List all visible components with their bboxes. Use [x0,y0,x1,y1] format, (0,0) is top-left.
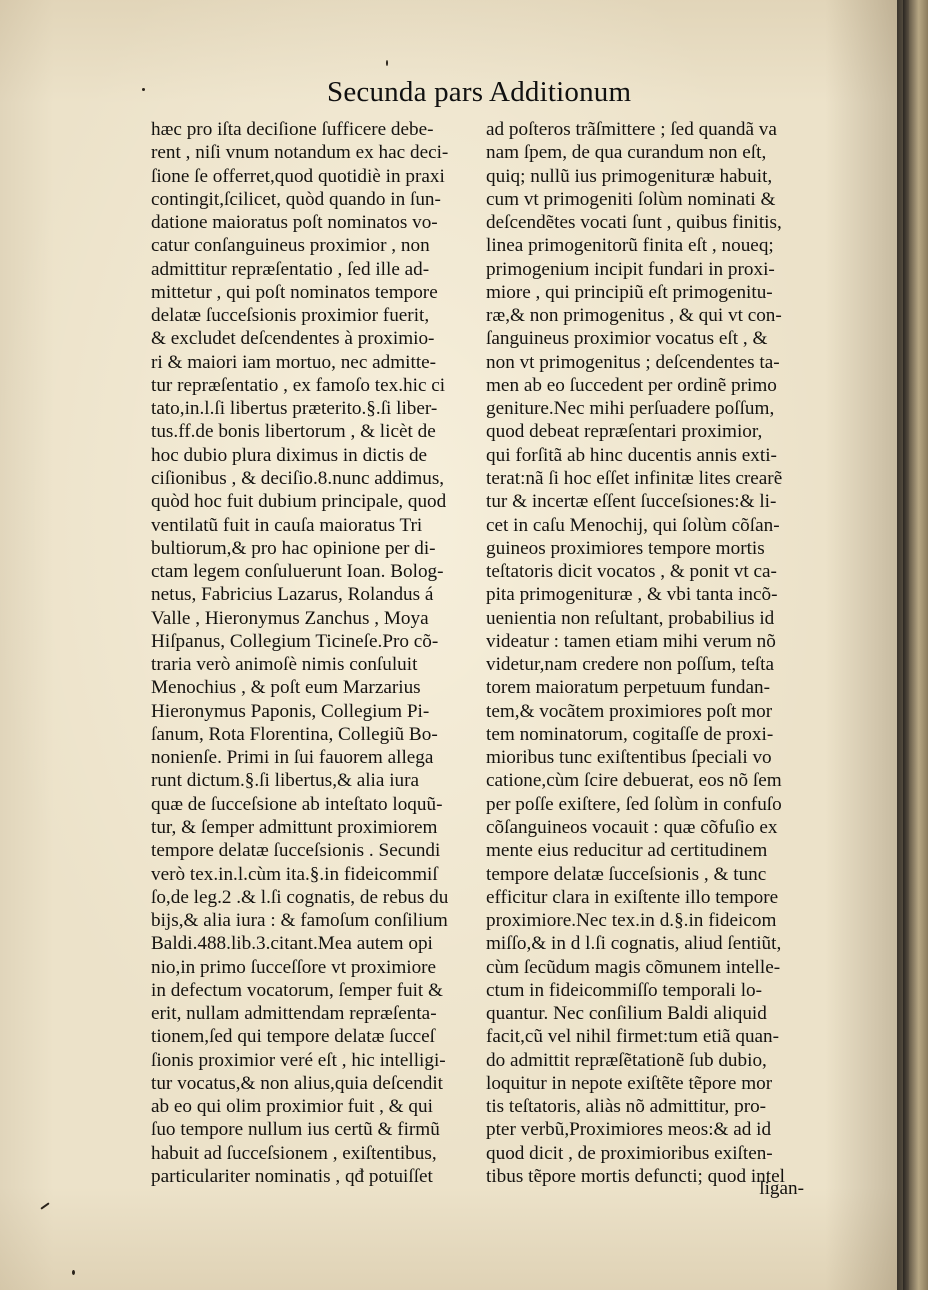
text-line: miore , qui principiũ eſt primogenitu- [486,281,773,303]
text-line: facit,cũ vel nihil firmet:tum etiã quan- [486,1026,780,1048]
text-line: ventilatũ fuit in cauſa maioratus Tri [151,514,423,536]
text-line: non vt primogenitus ; deſcendentes ta- [486,351,780,373]
text-line: ſuo tempore nullum ius certũ & firmũ [151,1119,440,1141]
text-line: ad poſteros trãſmittere ; ſed quandã va [486,119,777,140]
text-line: videtur,nam credere non poſſum, teſta [486,654,775,676]
ink-speck [386,60,388,66]
text-line: geniture.Nec mihi perſuadere poſſum, [486,398,775,420]
text-line: bultiorum,& pro hac opinione per di- [151,537,436,559]
text-line: ſione ſe offerret,quod quotidiè in praxi [151,165,445,187]
text-line: uenientia non reſultant, probabilius id [486,607,775,629]
text-line: ſanum, Rota Florentina, Collegiũ Bo- [151,723,438,745]
text-line: qui forſitã ab hinc ducentis annis exti- [486,444,777,466]
text-line: pter verbũ,Proximiores meos:& ad id [486,1119,772,1141]
text-line: catur conſanguineus proximior , non [151,235,430,257]
text-line: nonienſe. Primi in ſui fauorem allega [151,747,434,769]
text-line: quod dicit , de proximioribus exiſten- [486,1142,773,1164]
text-line: teſtatoris dicit vocatos , & ponit vt ca- [486,561,777,583]
text-line: loquitur in nepote exiſtẽte tẽpore mor [486,1072,773,1094]
right-text-column [486,118,804,1188]
text-line: habuit ad ſucceſsionem , exiſtentibus, [151,1142,437,1164]
text-line: tur vocatus,& non alius,quia deſcendit [151,1072,444,1094]
text-line: tibus tẽpore mortis defuncti; quod intel [486,1165,785,1187]
text-line: catione,cùm ſcire debuerat, eos nõ ſem [486,770,782,792]
text-line: Baldi.488.lib.3.citant.Mea autem opi [151,933,433,955]
text-line: runt dictum.§.ſi libertus,& alia iura [151,770,420,792]
text-line: cum vt primogeniti ſolùm nominati & [486,188,776,210]
text-line: men ab eo ſuccedent per ordinẽ primo [486,374,777,396]
text-line: traria verò animoſè nimis conſuluit [151,654,418,676]
text-line: tempore delatæ ſucceſsionis , & tunc [486,863,767,885]
text-line: ri & maiori iam mortuo, nec admitte- [151,351,437,373]
text-line: mioribus tunc exiſtentibus ſpeciali vo [486,747,772,769]
text-line: quæ de ſucceſsione ab inteſtato loquũ- [151,793,443,815]
text-line: Menochius , & poſt eum Marzarius [151,677,421,699]
text-line: linea primogenitorũ finita eſt , noueq; [486,235,774,257]
text-line: bijs,& alia iura : & famoſum conſilium [151,910,448,932]
text-line: admittitur repræſentatio , ſed ille ad- [151,258,430,280]
text-line: quòd hoc fuit dubium principale, quod [151,491,447,513]
text-line: ſionis proximior veré eſt , hic intelligi- [151,1049,446,1071]
text-line: ctum in fideicommiſſo temporali lo- [486,979,763,1001]
text-line: nam ſpem, de qua curandum non eſt, [486,142,767,164]
text-line: ctam legem conſuluerunt Ioan. Bolog- [151,561,444,583]
ink-speck [142,88,145,91]
text-line: tis teſtatoris, aliàs nõ admittitur, pro- [486,1096,767,1118]
text-line: quod debeat repræſentari proximior, [486,421,763,443]
catchword: ligan- [759,1178,804,1199]
text-line: tionem,ſed qui tempore delatæ ſucceſ [151,1026,435,1048]
text-line: contingit,ſcilicet, quòd quando in ſun- [151,188,441,210]
text-line: in defectum vocatorum, ſemper fuit & [151,979,443,1001]
text-line: delatæ ſucceſsionis proximior fuerit, [151,305,430,327]
text-line: verò tex.in.l.cùm ita.§.in fideicommiſ [151,863,438,885]
text-line: tempore delatæ ſucceſsionis . Secundi [151,840,441,862]
text-line: particulariter nominatis , qđ potuiſſet [151,1165,433,1187]
text-line: videatur : tamen etiam mihi verum nõ [486,630,776,652]
text-line: mittetur , qui poſt nominatos tempore [151,281,438,303]
text-line: deſcendẽtes vocati ſunt , quibus finitis, [486,212,782,234]
text-line: torem maioratum perpetuum fundan- [486,677,770,699]
text-line: ræ,& non primogenitus , & qui vt con- [486,305,782,327]
text-line: quantur. Nec conſilium Baldi aliquid [486,1003,767,1025]
text-line: quiq; nullũ ius primogenituræ habuit, [486,165,773,187]
text-line: datione maioratus poſt nominatos vo- [151,212,438,234]
text-line: proximiore.Nec tex.in d.§.in fideicom [486,910,777,932]
page-edge [903,0,909,1290]
text-line: tem,& vocãtem proximiores poſt mor [486,700,773,722]
text-line: tato,in.l.ſi libertus præterito.§.ſi liber- [151,398,438,420]
text-line: tem nominatorum, cogitaſſe de proxi- [486,723,774,745]
text-line: terat:nã ſi hoc eſſet infinitæ lites crearẽ [486,467,783,489]
text-line: per poſſe exiſtere, ſed ſolùm in confuſo [486,793,782,815]
text-line: netus, Fabricius Lazarus, Rolandus á [151,584,434,606]
text-line: hoc dubio plura diximus in dictis de [151,444,428,466]
text-line: & excludet deſcendentes à proximio- [151,328,435,350]
text-line: erit, nullam admittendam repræſenta- [151,1003,437,1025]
text-line: cet in caſu Menochij, qui ſolùm cõſan- [486,514,780,536]
text-line: Hiſpanus, Collegium Ticineſe.Pro cõ- [151,630,439,652]
text-line: Hieronymus Paponis, Collegium Pi- [151,700,430,722]
text-line: efficitur clara in exiſtente illo tempore [486,886,779,908]
text-line: ſanguineus proximior vocatus eſt , & [486,328,768,350]
text-line: ſo,de leg.2 .& l.ſi cognatis, de rebus du [151,886,449,908]
text-line: primogenium incipit fundari in proxi- [486,258,775,280]
text-line: mente eius reducitur ad certitudinem [486,840,768,862]
text-line: do admittit repræſẽtationẽ ſub dubio, [486,1049,767,1071]
text-line: tus.ff.de bonis libertorum , & licèt de [151,421,436,443]
text-line: ciſionibus , & deciſio.8.nunc addimus, [151,467,445,489]
text-line: ab eo qui olim proximior fuit , & qui [151,1096,433,1118]
text-line: cõſanguineos vocauit : quæ cõfuſio ex [486,816,778,838]
ink-speck [72,1270,75,1275]
left-text-column [151,118,469,1188]
text-line: cùm ſecũdum magis cõmunem intelle- [486,956,781,978]
text-line: tur, & ſemper admittunt proximiorem [151,816,438,838]
text-line: tur & incertæ eſſent ſucceſsiones:& li- [486,491,777,513]
text-line: miſſo,& in d l.ſi cognatis, aliud ſentiũt, [486,933,782,955]
text-line: guineos proximiores tempore mortis [486,537,765,559]
text-line: Valle , Hieronymus Zanchus , Moya [151,607,429,629]
text-line: tur repræſentatio , ex famoſo tex.hic ci [151,374,446,396]
text-line: pita primogenituræ , & vbi tanta incõ- [486,584,778,606]
text-line: hæc pro iſta deciſione ſufficere debe- [151,119,434,140]
running-header: Secunda pars Additionum [327,76,632,108]
ink-speck [40,1202,49,1209]
text-line: nio,in primo ſucceſſore vt proximiore [151,956,437,978]
book-spine [897,0,928,1290]
text-line: rent , niſi vnum notandum ex hac deci- [151,142,449,164]
